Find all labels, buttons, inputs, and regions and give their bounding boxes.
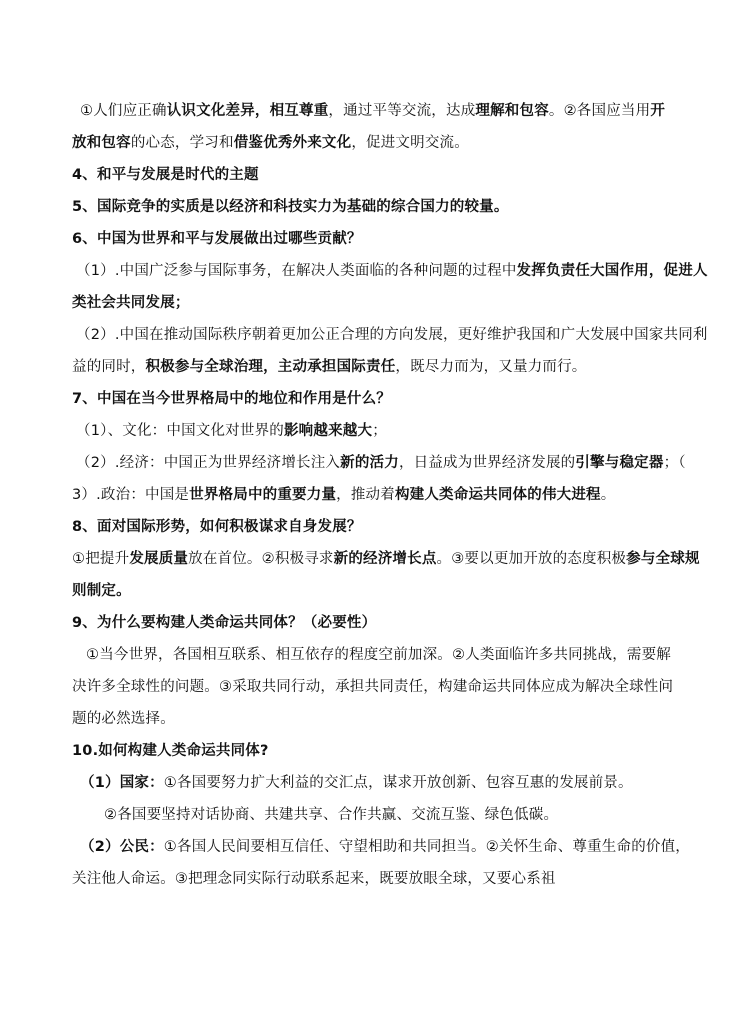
paragraph-culture-line-2 (72, 132, 692, 154)
text-segment: 益的同时， (72, 359, 146, 375)
text-segment: 关注他人命运。③把理念同实际行动联系起来，既要放眼全球，又要心系祖 (72, 871, 556, 887)
text-segment-bold: 新的活力 (340, 455, 399, 471)
answer-7-politics (72, 484, 692, 506)
text-segment: 决许多全球性的问题。③采取共同行动，承担共同责任，构建命运共同体应成为解决全球性问 (72, 679, 674, 695)
heading-10 (72, 740, 692, 762)
answer-6-2-line-2 (72, 356, 692, 378)
text-segment: 的心态，学习和 (130, 135, 234, 151)
text-segment-bold: （1）国家： (80, 775, 164, 791)
text-segment-bold: 理解和包容 (475, 103, 549, 119)
text-segment-bold: 影响越来越大 (283, 423, 373, 439)
text-segment-bold: 发挥负责任大国作用，促进人 (516, 263, 708, 279)
text-segment-bold: 类社会共同发展； (72, 295, 190, 311)
heading-text: 5、国际竞争的实质是以经济和科技实力为基础的综合国力的较量。 (72, 199, 509, 215)
answer-9-line-3 (72, 708, 692, 730)
text-segment: ；（ (663, 455, 686, 471)
heading-5 (72, 196, 692, 218)
text-segment: ②各国要坚持对话协商、共建共享、合作共赢、交流互鉴、绿色低碳。 (104, 807, 559, 823)
heading-6 (72, 228, 692, 250)
text-segment-bold: 构建人类命运共同体的伟大进程 (394, 487, 601, 503)
answer-10-country-line-2 (104, 804, 724, 826)
text-segment-bold: 借鉴优秀外来文化 (233, 135, 352, 151)
text-segment-bold: 参与全球规 (626, 551, 700, 567)
text-segment-bold: 新的经济增长点 (333, 551, 437, 567)
answer-9-line-2 (72, 676, 692, 698)
heading-text: 8、面对国际形势，如何积极谋求自身发展？ (72, 519, 362, 535)
heading-text: 4、和平与发展是时代的主题 (72, 167, 259, 183)
text-segment: 。 (600, 487, 616, 503)
text-segment-bold: 认识文化差异，相互尊重 (166, 103, 329, 119)
text-segment: 3）.政治：中国是 (72, 487, 190, 503)
heading-text: 7、中国在当今世界格局中的地位和作用是什么？ (72, 391, 391, 407)
answer-6-2-line-1 (76, 324, 708, 346)
heading-9 (72, 612, 692, 634)
text-segment: ，推动着 (336, 487, 395, 503)
text-segment: ①当今世界，各国相互联系、相互依存的程度空前加深。②人类面临许多共同挑战，需要解 (86, 647, 671, 663)
text-segment: ①各国要努力扩大利益的交汇点，谋求开放创新、包容互惠的发展前景。 (163, 775, 633, 791)
text-segment: 放在首位。②积极寻求 (188, 551, 334, 567)
text-segment: （2）.中国在推动国际秩序朝着更加公正合理的方向发展，更好维护我国和广大发展中国家共同利 (76, 327, 708, 343)
text-segment-bold: （2）公民： (80, 839, 164, 855)
paragraph-culture-line-1 (80, 100, 700, 122)
text-segment: ，通过平等交流，达成 (328, 103, 476, 119)
heading-text: 9、为什么要构建人类命运共同体？（必要性） (72, 615, 377, 631)
text-segment: ①各国人民间要相互信任、守望相助和共同担当。②关怀生命、尊重生命的价值， (163, 839, 690, 855)
answer-9-line-1 (86, 644, 706, 666)
answer-6-1-line-2 (72, 292, 692, 314)
answer-8-line-2 (72, 580, 692, 602)
answer-7-culture (76, 420, 696, 442)
answer-8-line-1 (72, 548, 700, 570)
text-segment: ，既尽力而为，又量力而行。 (395, 359, 587, 375)
heading-8 (72, 516, 692, 538)
answer-10-country-line-1 (80, 772, 700, 794)
text-segment-bold: 则制定。 (72, 583, 131, 599)
answer-7-economy (76, 452, 696, 474)
text-segment: （1）、文化：中国文化对世界的 (76, 423, 284, 439)
text-segment-bold: 积极参与全球治理，主动承担国际责任 (145, 359, 396, 375)
text-segment-bold: 世界格局中的重要力量 (189, 487, 337, 503)
text-segment-bold: 引擎与稳定器 (575, 455, 664, 471)
text-segment: ，日益成为世界经济发展的 (398, 455, 576, 471)
text-segment: ①人们应正确 (80, 103, 167, 119)
heading-text: 6、中国为世界和平与发展做出过哪些贡献？ (72, 231, 362, 247)
text-segment: 题的必然选择。 (72, 711, 175, 727)
text-segment: （1）.中国广泛参与国际事务，在解决人类面临的各种问题的过程中 (76, 263, 517, 279)
heading-7 (72, 388, 692, 410)
heading-4 (72, 164, 692, 186)
answer-10-citizen-line-2 (72, 868, 692, 890)
text-segment: ； (372, 423, 387, 439)
text-segment: 。③要以更加开放的态度积极 (436, 551, 627, 567)
answer-10-citizen-line-1 (80, 836, 700, 858)
text-segment-bold: 开 (650, 103, 666, 119)
heading-text: 10.如何构建人类命运共同体? (72, 743, 269, 759)
text-segment: （2）.经济：中国正为世界经济增长注入 (76, 455, 341, 471)
text-segment-bold: 放和包容 (72, 135, 131, 151)
text-segment: ，促进文明交流。 (351, 135, 469, 151)
answer-6-1-line-1 (76, 260, 708, 282)
text-segment: ①把提升 (72, 551, 130, 567)
text-segment-bold: 发展质量 (129, 551, 189, 567)
text-segment: 。②各国应当用 (548, 103, 651, 119)
